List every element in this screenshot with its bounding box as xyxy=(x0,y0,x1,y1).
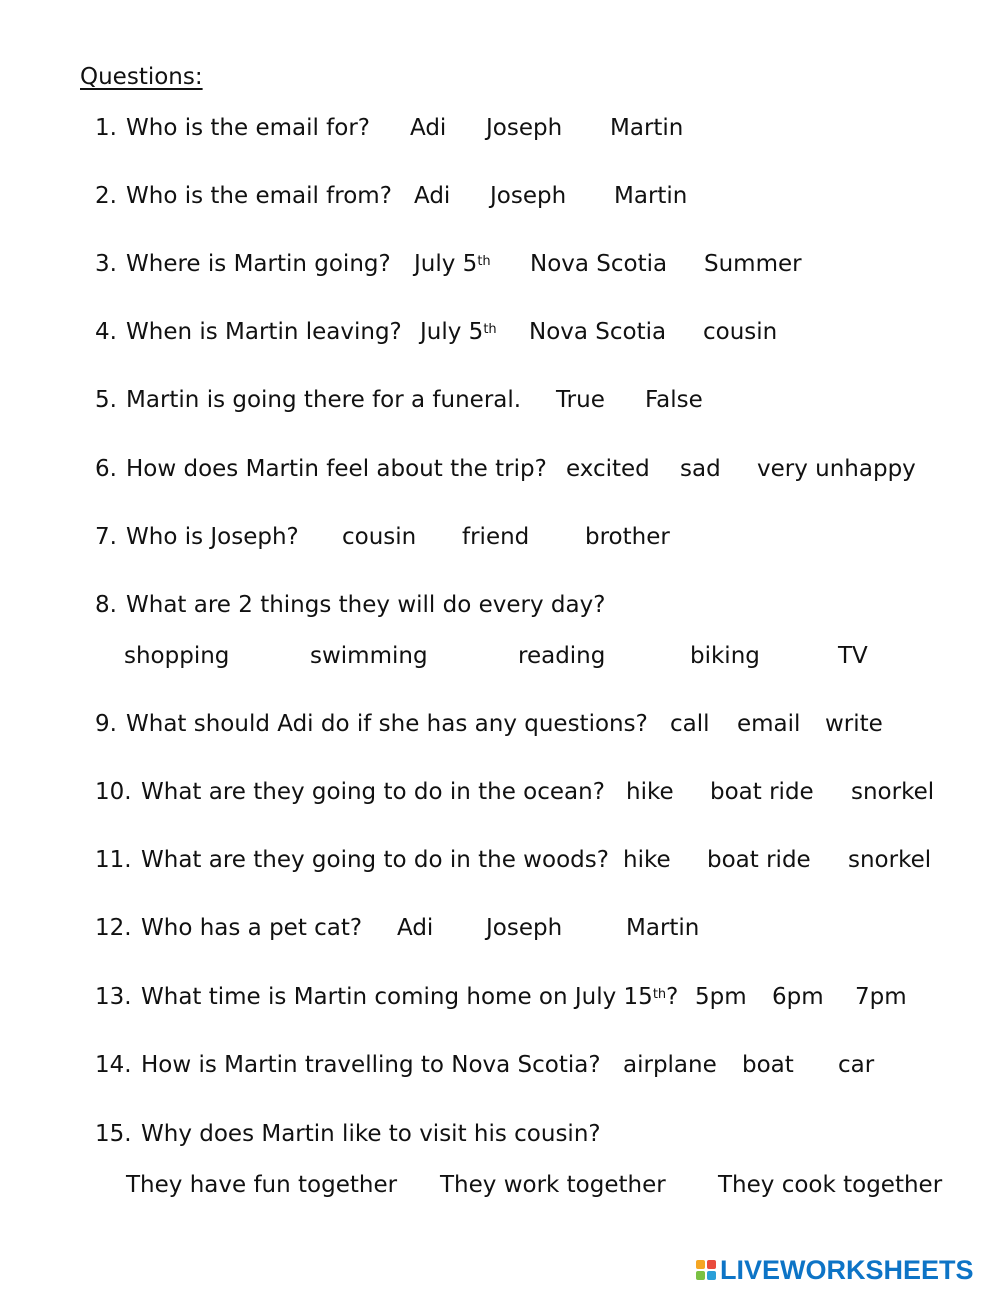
question-number: 8. xyxy=(95,592,117,618)
question-number: 6. xyxy=(95,456,117,482)
answer-option[interactable]: boat xyxy=(742,1052,794,1078)
question-number: 2. xyxy=(95,183,117,209)
answer-option[interactable]: car xyxy=(838,1052,875,1078)
answer-option[interactable]: very unhappy xyxy=(757,456,916,482)
question-text: Why does Martin like to visit his cousin? xyxy=(141,1121,601,1147)
question-number: 3. xyxy=(95,251,117,277)
liveworksheets-logo-icon xyxy=(696,1260,716,1280)
answer-option[interactable]: They work together xyxy=(440,1172,666,1198)
answer-option[interactable]: swimming xyxy=(310,643,428,669)
option-text: July 5 xyxy=(414,251,478,277)
question-number: 5. xyxy=(95,387,117,413)
answer-option[interactable]: True xyxy=(556,387,605,413)
answer-option[interactable] xyxy=(420,318,497,346)
question-text: What are they going to do in the woods? xyxy=(141,847,609,873)
question-text: How does Martin feel about the trip? xyxy=(126,456,547,482)
question-text: Who is the email from? xyxy=(126,183,392,209)
answer-option[interactable]: Joseph xyxy=(486,915,563,941)
answer-option[interactable]: Martin xyxy=(610,115,684,141)
ordinal-suffix: th xyxy=(483,322,497,337)
answer-option[interactable]: They have fun together xyxy=(126,1172,398,1198)
answer-option[interactable]: airplane xyxy=(623,1052,717,1078)
answer-option[interactable]: write xyxy=(825,711,883,737)
answer-option[interactable]: cousin xyxy=(342,524,417,550)
answer-option[interactable]: reading xyxy=(518,643,606,669)
answer-option[interactable]: Nova Scotia xyxy=(530,251,668,277)
answer-option[interactable]: excited xyxy=(566,456,650,482)
answer-option[interactable]: snorkel xyxy=(851,779,935,805)
answer-option[interactable]: Martin xyxy=(626,915,700,941)
answer-option[interactable]: Adi xyxy=(414,183,451,209)
question-text: When is Martin leaving? xyxy=(126,319,402,345)
answer-option[interactable]: 7pm xyxy=(855,984,907,1010)
question-text: How is Martin travelling to Nova Scotia? xyxy=(141,1052,601,1078)
question-text: Where is Martin going? xyxy=(126,251,391,277)
question-number: 11. xyxy=(95,847,132,873)
answer-option[interactable]: biking xyxy=(690,643,760,669)
question-text: What are 2 things they will do every day? xyxy=(126,592,606,618)
question-text: Who is Joseph? xyxy=(126,524,299,550)
logo-text: LIVEWORKSHEETS xyxy=(720,1254,974,1285)
ordinal-suffix: th xyxy=(477,254,491,269)
question-number: 9. xyxy=(95,711,117,737)
answer-option[interactable]: brother xyxy=(585,524,670,550)
answer-option[interactable]: friend xyxy=(462,524,530,550)
answer-option[interactable]: Adi xyxy=(410,115,447,141)
question-text xyxy=(141,983,678,1011)
answer-option[interactable]: Adi xyxy=(397,915,434,941)
answer-option[interactable]: boat ride xyxy=(707,847,811,873)
answer-option[interactable]: False xyxy=(645,387,703,413)
question-text-main: What time is Martin coming home on July 15 xyxy=(141,984,653,1010)
page-title: Questions: xyxy=(80,64,203,90)
option-text: July 5 xyxy=(420,319,484,345)
answer-option[interactable]: Joseph xyxy=(490,183,567,209)
answer-option[interactable]: 5pm xyxy=(695,984,747,1010)
question-text: Who has a pet cat? xyxy=(141,915,363,941)
question-number: 10. xyxy=(95,779,132,805)
answer-option[interactable]: Nova Scotia xyxy=(529,319,667,345)
answer-option[interactable]: cousin xyxy=(703,319,778,345)
question-number: 1. xyxy=(95,115,117,141)
answer-option[interactable]: shopping xyxy=(124,643,230,669)
question-number: 12. xyxy=(95,915,132,941)
answer-option[interactable]: TV xyxy=(838,643,868,669)
answer-option[interactable] xyxy=(414,250,491,278)
question-number: 14. xyxy=(95,1052,132,1078)
question-number: 7. xyxy=(95,524,117,550)
answer-option[interactable]: 6pm xyxy=(772,984,824,1010)
answer-option[interactable]: Martin xyxy=(614,183,688,209)
question-text: What are they going to do in the ocean? xyxy=(141,779,605,805)
answer-option[interactable]: They cook together xyxy=(718,1172,943,1198)
question-mark: ? xyxy=(666,984,679,1010)
question-text: Martin is going there for a funeral. xyxy=(126,387,522,413)
liveworksheets-logo[interactable] xyxy=(696,1255,974,1285)
question-text: Who is the email for? xyxy=(126,115,371,141)
answer-option[interactable]: email xyxy=(737,711,801,737)
question-number: 4. xyxy=(95,319,117,345)
question-number: 15. xyxy=(95,1121,132,1147)
answer-option[interactable]: boat ride xyxy=(710,779,814,805)
answer-option[interactable]: call xyxy=(670,711,710,737)
answer-option[interactable]: hike xyxy=(623,847,671,873)
answer-option[interactable]: Joseph xyxy=(486,115,563,141)
ordinal-suffix: th xyxy=(652,987,667,1002)
answer-option[interactable]: Summer xyxy=(704,251,802,277)
answer-option[interactable]: hike xyxy=(626,779,674,805)
question-text: What should Adi do if she has any questions? xyxy=(126,711,648,737)
answer-option[interactable]: sad xyxy=(680,456,721,482)
question-number: 13. xyxy=(95,984,132,1010)
answer-option[interactable]: snorkel xyxy=(848,847,932,873)
